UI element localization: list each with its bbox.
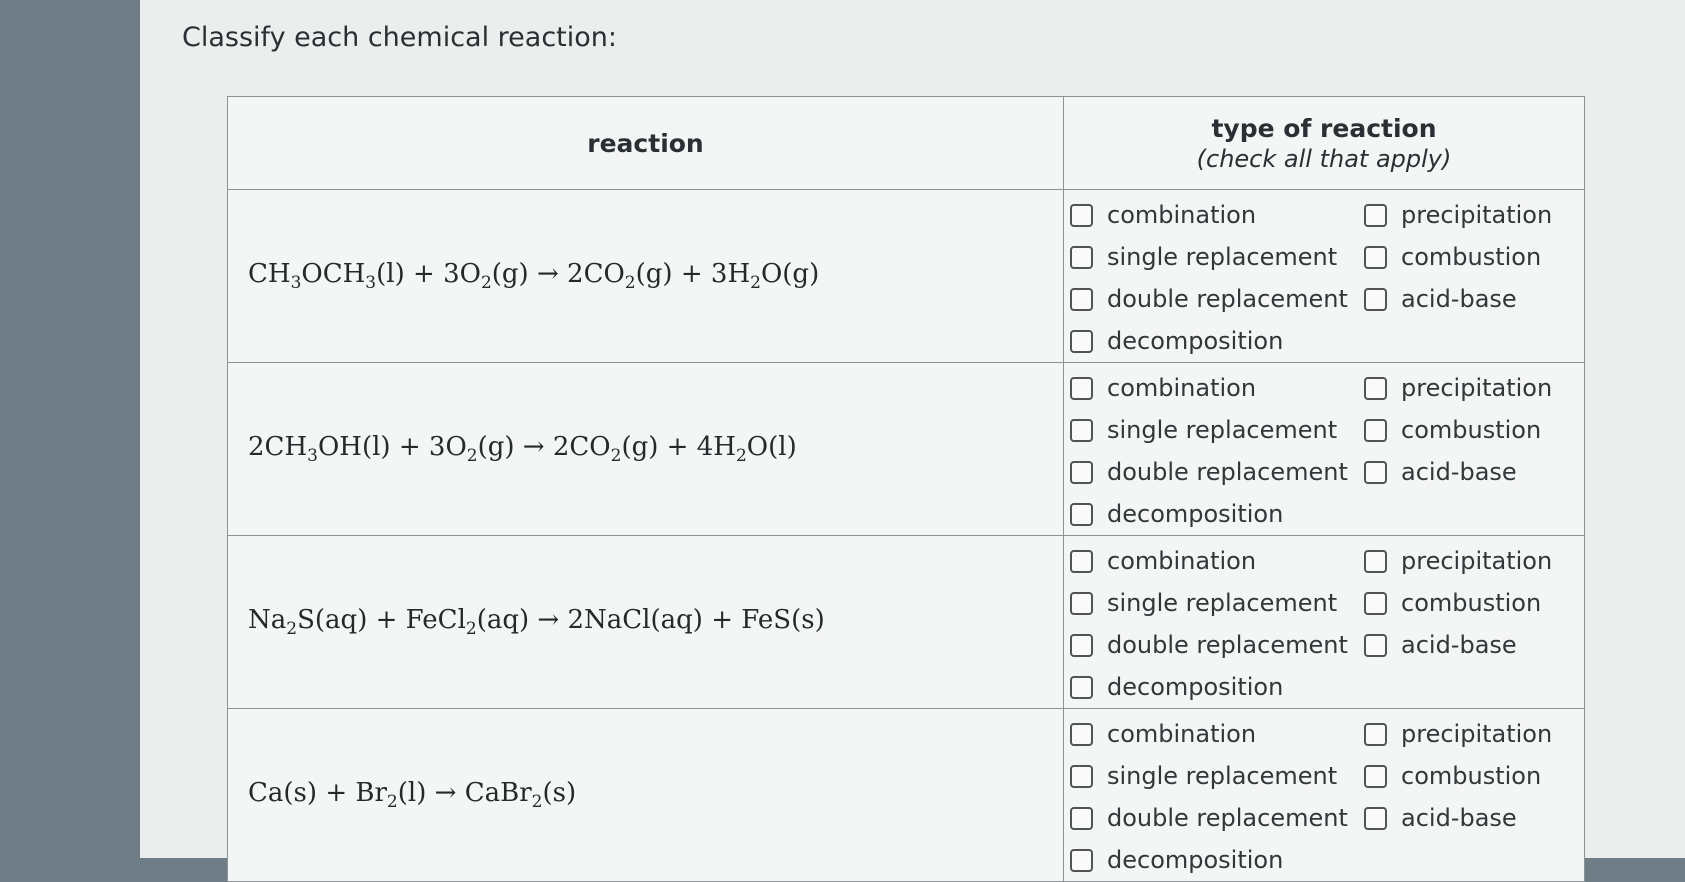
option-acid-base[interactable]: acid-base (1364, 797, 1584, 839)
checkbox-acid-base[interactable] (1364, 461, 1387, 484)
checkbox-single-replacement[interactable] (1070, 246, 1093, 269)
option-single-replacement[interactable]: single replacement (1070, 755, 1364, 797)
option-precipitation[interactable]: precipitation (1364, 713, 1584, 755)
checkbox-single-replacement[interactable] (1070, 592, 1093, 615)
checkbox-decomposition[interactable] (1070, 503, 1093, 526)
checkbox-combustion[interactable] (1364, 592, 1387, 615)
option-combination[interactable]: combination (1070, 713, 1364, 755)
checkbox-double-replacement[interactable] (1070, 288, 1093, 311)
checkbox-single-replacement[interactable] (1070, 419, 1093, 442)
reaction-equation-1: $CH_3OCH_3(l) + 3O_2(g) \to 2CO_2(g) + 3H_2O(g)$ (228, 190, 1064, 363)
checkbox-double-replacement[interactable] (1070, 461, 1093, 484)
type-header-note: (check all that apply) (1196, 144, 1452, 173)
checkbox-combination[interactable] (1070, 204, 1093, 227)
checkbox-acid-base[interactable] (1364, 634, 1387, 657)
type-header-title: type of reaction (1211, 113, 1437, 143)
option-precipitation[interactable]: precipitation (1364, 367, 1584, 409)
reaction-column-header: reaction (228, 97, 1064, 190)
option-acid-base[interactable]: acid-base (1364, 451, 1584, 493)
reaction-classification-table (227, 96, 1585, 882)
checkbox-precipitation[interactable] (1364, 377, 1387, 400)
option-precipitation[interactable]: precipitation (1364, 194, 1584, 236)
option-decomposition[interactable]: decomposition (1070, 320, 1364, 362)
reaction-type-options-1 (1064, 190, 1585, 363)
table-row (228, 709, 1585, 882)
checkbox-decomposition[interactable] (1070, 849, 1093, 872)
option-double-replacement[interactable]: double replacement (1070, 451, 1364, 493)
worksheet-page (140, 0, 1685, 874)
checkbox-decomposition[interactable] (1070, 330, 1093, 353)
option-acid-base[interactable]: acid-base (1364, 278, 1584, 320)
checkbox-combination[interactable] (1070, 377, 1093, 400)
type-column-header (1064, 97, 1585, 190)
option-decomposition[interactable]: decomposition (1070, 666, 1364, 708)
option-combination[interactable]: combination (1070, 194, 1364, 236)
checkbox-decomposition[interactable] (1070, 676, 1093, 699)
option-combustion[interactable]: combustion (1364, 582, 1584, 624)
reaction-type-options-4 (1064, 709, 1585, 882)
checkbox-double-replacement[interactable] (1070, 634, 1093, 657)
option-single-replacement[interactable]: single replacement (1070, 582, 1364, 624)
option-precipitation[interactable]: precipitation (1364, 540, 1584, 582)
table-row (228, 190, 1585, 363)
option-combustion[interactable]: combustion (1364, 755, 1584, 797)
table-header-row (228, 97, 1585, 190)
checkbox-single-replacement[interactable] (1070, 765, 1093, 788)
option-decomposition[interactable]: decomposition (1070, 493, 1364, 535)
option-decomposition[interactable]: decomposition (1070, 839, 1364, 881)
option-combination[interactable]: combination (1070, 367, 1364, 409)
checkbox-precipitation[interactable] (1364, 204, 1387, 227)
checkbox-acid-base[interactable] (1364, 288, 1387, 311)
checkbox-combustion[interactable] (1364, 246, 1387, 269)
option-double-replacement[interactable]: double replacement (1070, 797, 1364, 839)
checkbox-acid-base[interactable] (1364, 807, 1387, 830)
table-row (228, 363, 1585, 536)
checkbox-combination[interactable] (1070, 723, 1093, 746)
question-prompt: Classify each chemical reaction: (182, 22, 617, 53)
checkbox-combination[interactable] (1070, 550, 1093, 573)
option-single-replacement[interactable]: single replacement (1070, 409, 1364, 451)
reaction-equation-2: $2CH_3OH(l) + 3O_2(g) \to 2CO_2(g) + 4H_2O(l)$ (228, 363, 1064, 536)
table-row (228, 536, 1585, 709)
checkbox-combustion[interactable] (1364, 419, 1387, 442)
option-double-replacement[interactable]: double replacement (1070, 278, 1364, 320)
option-combination[interactable]: combination (1070, 540, 1364, 582)
option-double-replacement[interactable]: double replacement (1070, 624, 1364, 666)
option-acid-base[interactable]: acid-base (1364, 624, 1584, 666)
checkbox-precipitation[interactable] (1364, 723, 1387, 746)
option-combustion[interactable]: combustion (1364, 236, 1584, 278)
option-single-replacement[interactable]: single replacement (1070, 236, 1364, 278)
option-combustion[interactable]: combustion (1364, 409, 1584, 451)
checkbox-precipitation[interactable] (1364, 550, 1387, 573)
reaction-equation-3: $Na_2S(aq)$ + FeCl$_2$(aq) → 2NaCl(aq) + FeS(s) (228, 536, 1064, 709)
reaction-equation-4: $Ca(s) + Br_2(l)$ → CaBr$_2$(s) (228, 709, 1064, 882)
reaction-type-options-2 (1064, 363, 1585, 536)
checkbox-double-replacement[interactable] (1070, 807, 1093, 830)
reaction-type-options-3 (1064, 536, 1585, 709)
checkbox-combustion[interactable] (1364, 765, 1387, 788)
